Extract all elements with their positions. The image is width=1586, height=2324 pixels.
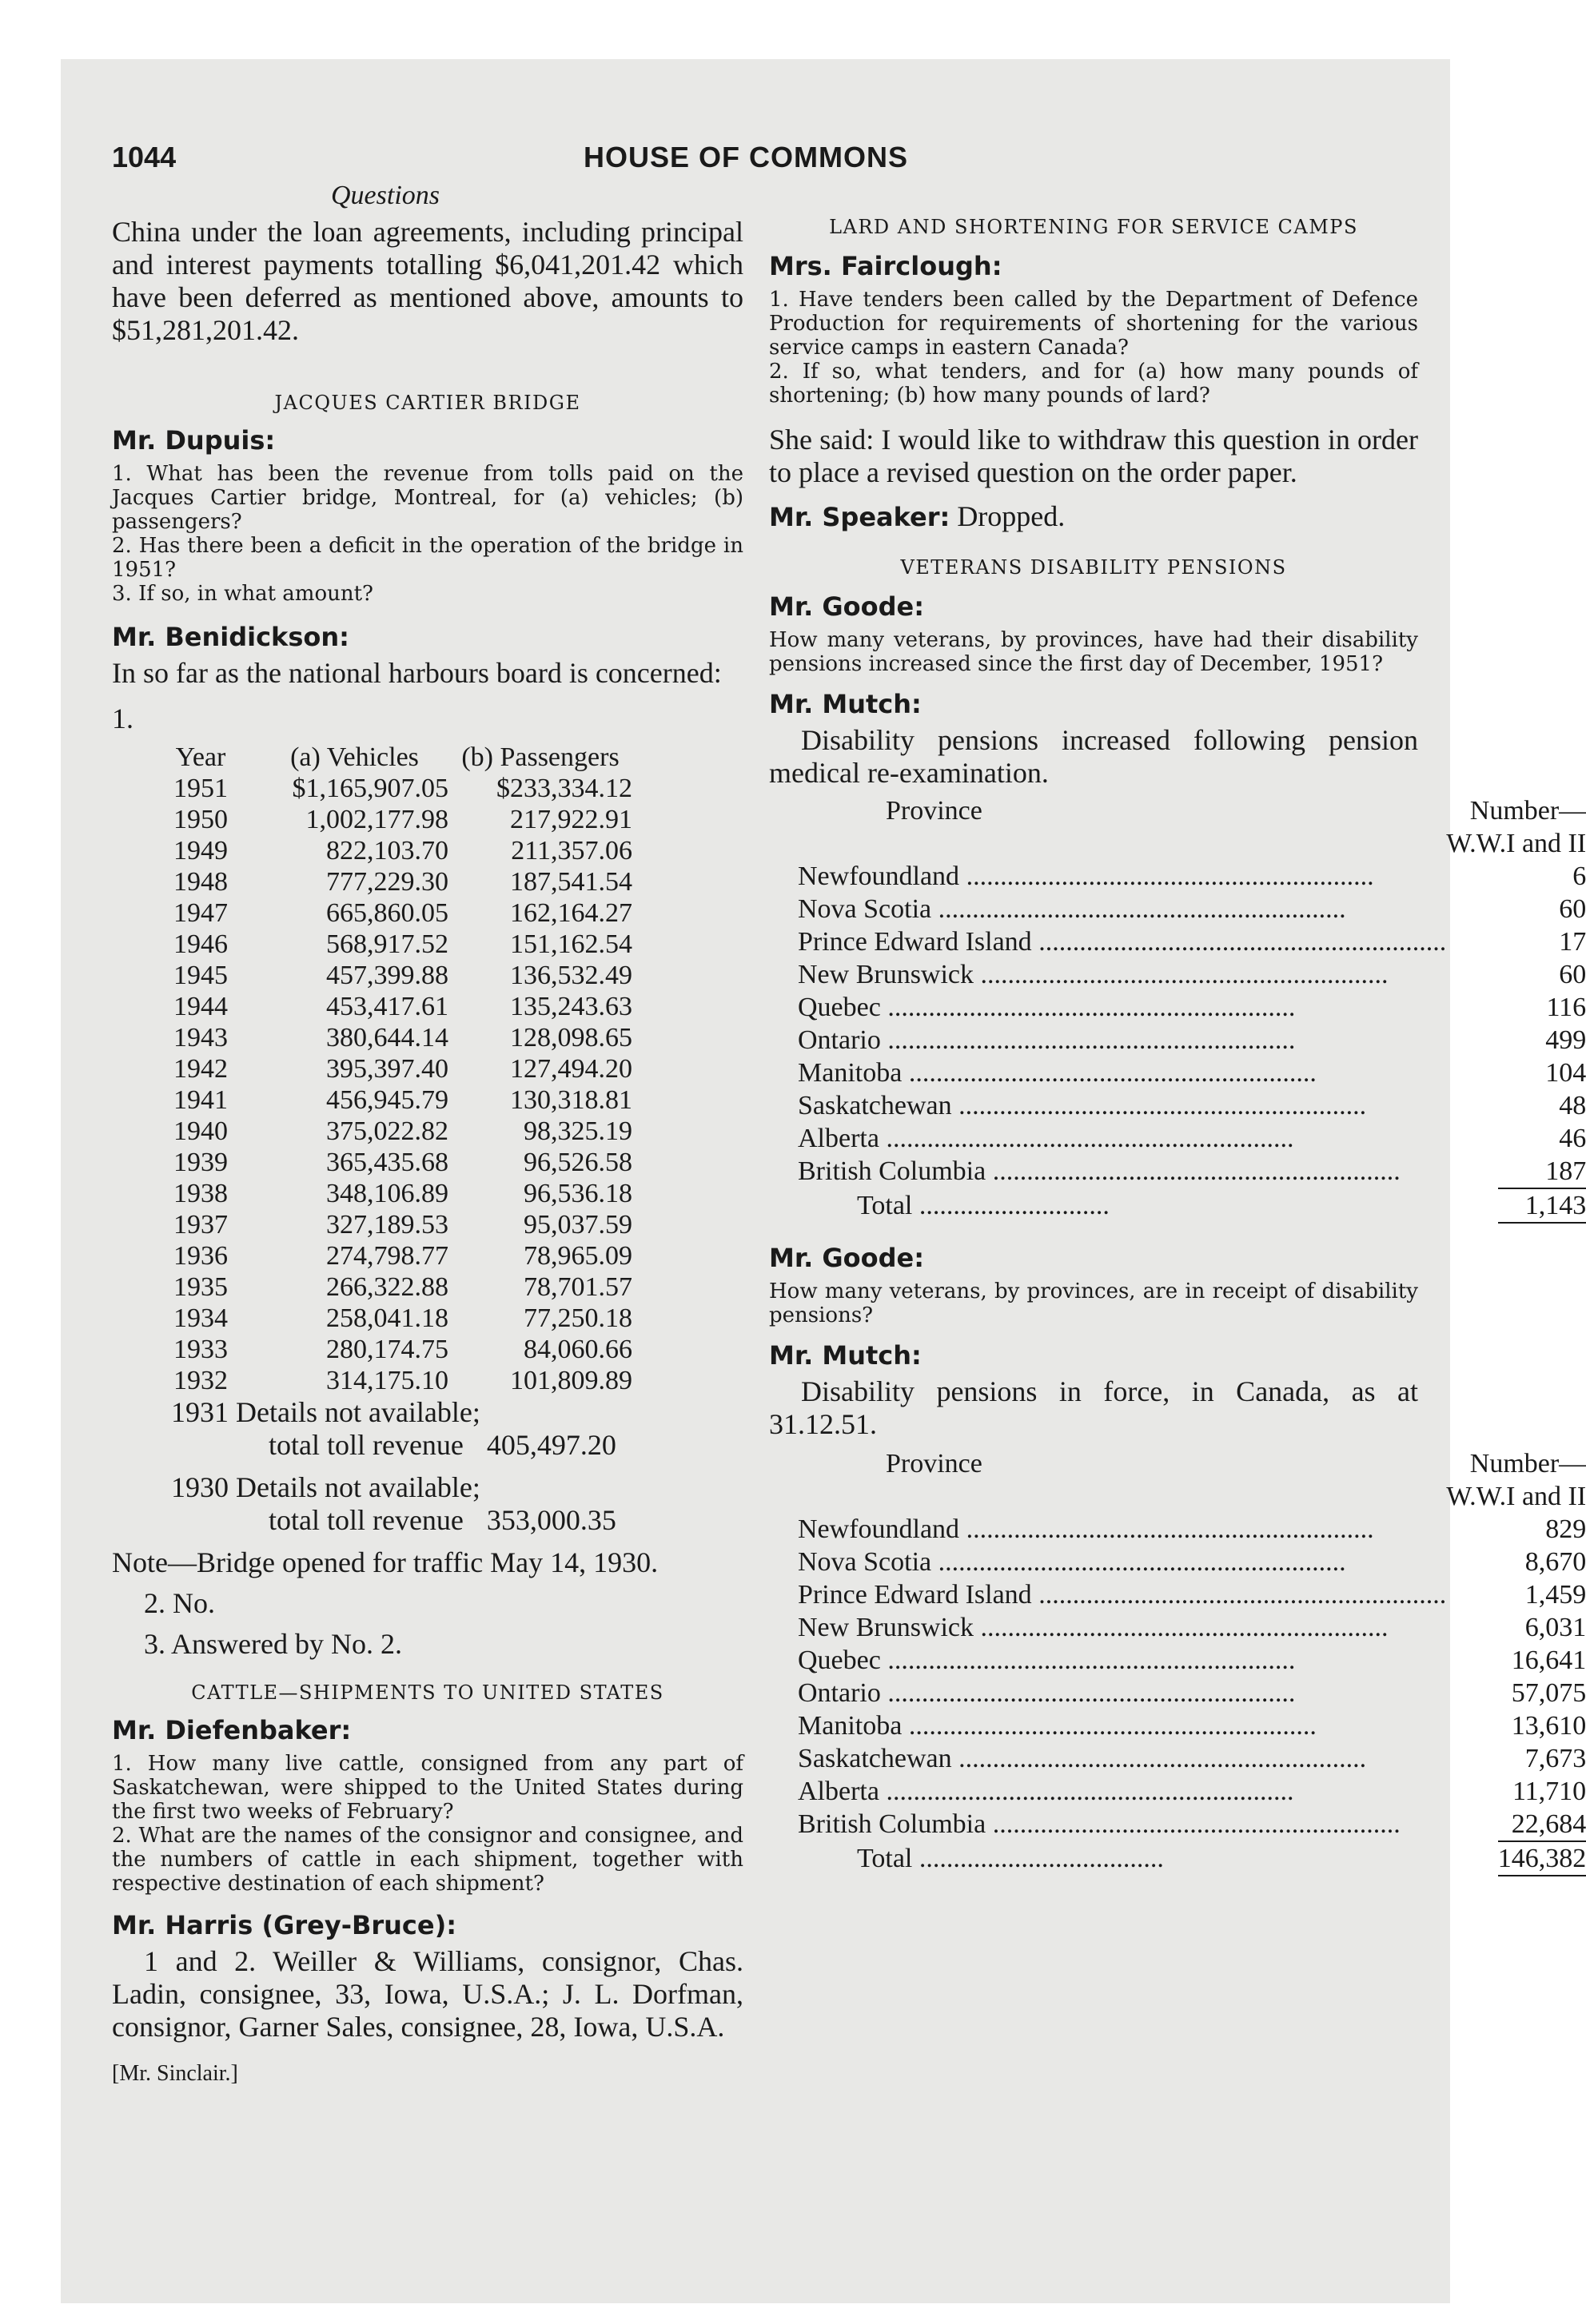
cell-vehicles: 568,917.52 <box>326 929 448 959</box>
cell-vehicles: 266,322.88 <box>326 1272 448 1302</box>
cell-number: 11,710 <box>1512 1777 1586 1806</box>
cell-vehicles: 395,397.40 <box>326 1054 448 1084</box>
answer-number: 1. <box>112 702 133 734</box>
cell-vehicles: 453,417.61 <box>326 992 448 1021</box>
cell-province: Saskatchewan <box>798 1091 952 1120</box>
cell-province: Newfoundland <box>798 1514 960 1544</box>
table-row <box>798 1709 1586 1742</box>
leader-dots: ............................................................ <box>902 1711 1317 1741</box>
leader-dots: ............................................................ <box>951 1091 1367 1120</box>
cell-passengers: 96,536.18 <box>524 1179 632 1208</box>
table-row <box>798 1775 1586 1808</box>
table-header-row <box>798 1447 1586 1480</box>
cell-number: 57,075 <box>1511 1678 1586 1708</box>
cell-year: 1935 <box>173 1272 228 1302</box>
cell-passengers: 217,922.91 <box>510 805 632 834</box>
table-row <box>141 1147 632 1178</box>
veterans-question: How many veterans, by provinces, have had their disability pensions increased since the first day of December, 1951? <box>769 628 1418 676</box>
table-row <box>798 1513 1586 1546</box>
question-1: 1. What has been the revenue from tolls paid on the Jacques Cartier bridge, Montreal, for (a) vehicles; (b) passengers? <box>112 462 743 534</box>
lard-question-2: 2. If so, what tenders, and for (a) how many pounds of shortening; (b) how many pounds of lard? <box>769 360 1418 408</box>
leader-dots: ............................................................ <box>879 1124 1294 1153</box>
cell-vehicles: 665,860.05 <box>326 898 448 928</box>
table-row <box>798 925 1586 958</box>
leader-dots: ............................................................ <box>1031 927 1447 957</box>
leader-dots: ............................................................ <box>879 1777 1294 1806</box>
speaker-fairclough: Mrs. Fairclough: <box>769 251 1002 281</box>
cell-year: 1937 <box>173 1210 228 1240</box>
table-row <box>141 1022 632 1053</box>
table-row <box>141 960 632 991</box>
page-number: 1044 <box>112 141 177 173</box>
cell-year: 1946 <box>173 929 228 959</box>
cell-province: Ontario <box>798 1678 881 1708</box>
table-row <box>141 835 632 866</box>
table-row <box>141 929 632 960</box>
total-label: Total <box>857 1191 913 1220</box>
table-header-row <box>798 794 1586 827</box>
table-row <box>141 897 632 929</box>
cell-year: 1951 <box>173 774 228 803</box>
speaker-goode: Mr. Goode: <box>769 591 924 622</box>
total-rule-bottom <box>1498 1222 1586 1224</box>
leader-dots: ............................ <box>912 1191 1110 1220</box>
cell-vehicles: 375,022.82 <box>326 1116 448 1146</box>
she-said-paragraph: She said: I would like to withdraw this question in order to place a revised question on the order paper. <box>769 424 1418 488</box>
cell-number: 116 <box>1546 993 1586 1022</box>
cell-year: 1939 <box>173 1148 228 1177</box>
leader-dots: ............................................................ <box>986 1156 1401 1186</box>
cell-province: Manitoba <box>798 1711 903 1741</box>
year-1931-line-2 <box>171 1429 743 1462</box>
year-1931-line-1: 1931 Details not available; <box>171 1396 480 1428</box>
cell-number: 1,459 <box>1524 1580 1586 1610</box>
speaker-harris: Mr. Harris (Grey-Bruce): <box>112 1910 457 1940</box>
year-1931-label: total toll revenue <box>269 1429 464 1461</box>
table-row <box>798 1742 1586 1775</box>
cell-passengers: 78,701.57 <box>524 1272 632 1302</box>
cell-year: 1950 <box>173 805 228 834</box>
column-header-passengers: (b) Passengers <box>461 742 620 772</box>
question-3: 3. If so, in what amount? <box>112 582 373 606</box>
cattle-question-2: 2. What are the names of the consignor and consignee, and the numbers of cattle in each shipment, together with respective destination of each shipment? <box>112 1824 743 1896</box>
table-row <box>141 1303 632 1334</box>
toll-revenue-rows <box>141 773 632 1396</box>
cell-year: 1942 <box>173 1054 228 1084</box>
leader-dots: .................................... <box>912 1844 1164 1873</box>
leader-dots: ............................................................ <box>880 1646 1296 1675</box>
table-row <box>798 991 1586 1024</box>
table-row <box>141 1271 632 1303</box>
table-header-row-2 <box>798 1480 1586 1513</box>
leader-dots: ............................................................ <box>951 1744 1367 1773</box>
cell-year: 1949 <box>173 836 228 866</box>
cell-passengers: 136,532.49 <box>510 961 632 990</box>
cattle-answer: 1 and 2. Weiller & Williams, consignor, Chas. Ladin, consignee, 33, Iowa, U.S.A.; J. L. Dorfman, consignor, Garner Sales, consignee, 28, Iowa, U.S.A. <box>112 1945 743 2043</box>
cell-number: 17 <box>1559 927 1586 957</box>
cell-province: Alberta <box>798 1777 879 1806</box>
section-heading-veterans: VETERANS DISABILITY PENSIONS <box>900 556 1287 579</box>
leader-dots: ............................................................ <box>986 1809 1401 1839</box>
cell-number: 187 <box>1545 1156 1586 1186</box>
pensions-increased-rows <box>798 860 1586 1188</box>
cell-passengers: 135,243.63 <box>510 992 632 1021</box>
pensions-in-force-table <box>798 1447 1586 1876</box>
receipt-question: How many veterans, by provinces, are in receipt of disability pensions? <box>769 1279 1418 1327</box>
receipt-answer: Disability pensions in force, in Canada, as at 31.12.51. <box>769 1375 1418 1440</box>
cell-vehicles: 457,399.88 <box>326 961 448 990</box>
cell-number: 46 <box>1559 1124 1586 1153</box>
cell-province: Prince Edward Island <box>798 927 1032 957</box>
table-row <box>141 1365 632 1396</box>
table-row <box>141 1178 632 1209</box>
table-row <box>798 1057 1586 1089</box>
table-header-row-2 <box>798 827 1586 860</box>
table-row <box>141 804 632 835</box>
table-header-row <box>141 742 632 773</box>
table-row <box>141 1084 632 1116</box>
total-label: Total <box>857 1844 913 1873</box>
cell-number: 22,684 <box>1511 1809 1586 1839</box>
leader-dots: ............................................................ <box>880 1025 1296 1055</box>
cell-year: 1936 <box>173 1241 228 1271</box>
toll-revenue-table <box>141 742 632 1396</box>
cell-vehicles: 348,106.89 <box>326 1179 448 1208</box>
intro-paragraph: China under the loan agreements, including principal and interest payments totalling $6,041,201.42 which have been deferred as mentioned above, amounts to $51,281,201.42. <box>112 216 743 346</box>
cell-province: Newfoundland <box>798 862 960 891</box>
page-title: HOUSE OF COMMONS <box>584 141 909 173</box>
cell-number: 60 <box>1559 894 1586 924</box>
cell-number: 6 <box>1572 862 1586 891</box>
speaker-dupuis: Mr. Dupuis: <box>112 425 276 456</box>
leader-dots: ............................................................ <box>931 1547 1346 1577</box>
table-row <box>141 1209 632 1240</box>
cell-passengers: 101,809.89 <box>510 1366 632 1395</box>
column-header-number: Number— <box>1469 796 1586 826</box>
cell-vehicles: 1,002,177.98 <box>305 805 448 834</box>
cell-number: 13,610 <box>1511 1711 1586 1741</box>
cell-number: 104 <box>1545 1058 1586 1088</box>
table-row <box>798 1089 1586 1122</box>
cell-province: Quebec <box>798 993 881 1022</box>
table-row <box>798 1611 1586 1644</box>
leader-dots: ............................................................ <box>902 1058 1317 1088</box>
cell-province: British Columbia <box>798 1809 986 1839</box>
cell-passengers: 84,060.66 <box>524 1335 632 1364</box>
column-header-number-sub: W.W.I and II <box>1446 1482 1586 1511</box>
section-heading-lard: LARD AND SHORTENING FOR SERVICE CAMPS <box>829 216 1358 238</box>
cell-passengers: $233,334.12 <box>496 774 632 803</box>
lard-question-1: 1. Have tenders been called by the Department of Defence Production for requirements of shortening for the various service camps in eastern Canada? <box>769 288 1418 360</box>
leader-dots: ............................................................ <box>959 1514 1374 1544</box>
cell-province: Saskatchewan <box>798 1744 952 1773</box>
speaker-dropped-line <box>769 500 1418 534</box>
table-row <box>141 991 632 1022</box>
cell-year: 1944 <box>173 992 228 1021</box>
table-row <box>798 1024 1586 1057</box>
cell-vehicles: 274,798.77 <box>326 1241 448 1271</box>
cell-passengers: 162,164.27 <box>510 898 632 928</box>
cell-passengers: 187,541.54 <box>510 867 632 897</box>
speaker-goode-2: Mr. Goode: <box>769 1243 924 1273</box>
cell-vehicles: 777,229.30 <box>326 867 448 897</box>
cell-passengers: 211,357.06 <box>511 836 632 866</box>
cell-province: Nova Scotia <box>798 1547 932 1577</box>
leader-dots: ............................................................ <box>959 862 1374 891</box>
cell-vehicles: 365,435.68 <box>326 1148 448 1177</box>
cell-province: Ontario <box>798 1025 881 1055</box>
cell-passengers: 151,162.54 <box>510 929 632 959</box>
table-row <box>798 1808 1586 1840</box>
table-row <box>798 958 1586 991</box>
speaker-benidickson: Mr. Benidickson: <box>112 622 349 652</box>
cell-passengers: 96,526.58 <box>524 1148 632 1177</box>
answer-2: 2. No. <box>144 1587 215 1619</box>
cell-passengers: 127,494.20 <box>510 1054 632 1084</box>
left-column <box>112 216 743 2109</box>
column-header-province: Province <box>886 796 982 826</box>
speaker-mutch: Mr. Mutch: <box>769 689 922 719</box>
leader-dots: ............................................................ <box>880 1678 1296 1708</box>
table-row <box>798 893 1586 925</box>
footer-speaker-note: [Mr. Sinclair.] <box>112 2061 238 2086</box>
cell-year: 1945 <box>173 961 228 990</box>
year-1931-value: 405,497.20 <box>486 1429 616 1461</box>
question-2: 2. Has there been a deficit in the operation of the bridge in 1951? <box>112 534 743 582</box>
table-row <box>141 1053 632 1084</box>
veterans-answer: Disability pensions increased following pension medical re-examination. <box>769 724 1418 789</box>
total-value: 146,382 <box>1497 1844 1586 1873</box>
cell-passengers: 95,037.59 <box>524 1210 632 1240</box>
cell-number: 829 <box>1545 1514 1586 1544</box>
cell-province: Alberta <box>798 1124 879 1153</box>
leader-dots: ............................................................ <box>1031 1580 1447 1610</box>
speaker-diefenbaker: Mr. Diefenbaker: <box>112 1715 352 1745</box>
cell-passengers: 78,965.09 <box>524 1241 632 1271</box>
cell-year: 1948 <box>173 867 228 897</box>
cell-passengers: 128,098.65 <box>510 1023 632 1053</box>
table-row <box>141 1116 632 1147</box>
cell-year: 1947 <box>173 898 228 928</box>
total-value: 1,143 <box>1524 1191 1586 1220</box>
cell-province: New Brunswick <box>798 1613 974 1642</box>
cell-year: 1932 <box>173 1366 228 1395</box>
total-row <box>798 1842 1586 1875</box>
leader-dots: ............................................................ <box>931 894 1346 924</box>
cell-year: 1941 <box>173 1085 228 1115</box>
section-heading-cattle: CATTLE—SHIPMENTS TO UNITED STATES <box>191 1681 664 1704</box>
cell-year: 1934 <box>173 1303 228 1333</box>
column-header-number: Number— <box>1469 1449 1586 1478</box>
answer-intro: In so far as the national harbours board is concerned: <box>112 657 722 689</box>
cell-province: Quebec <box>798 1646 881 1675</box>
speaker-mutch-2: Mr. Mutch: <box>769 1340 922 1371</box>
cell-passengers: 77,250.18 <box>524 1303 632 1333</box>
cell-year: 1938 <box>173 1179 228 1208</box>
table-row <box>798 1644 1586 1677</box>
column-header-year: Year <box>175 742 226 772</box>
table-row <box>798 1546 1586 1578</box>
table-row <box>798 860 1586 893</box>
cell-vehicles: 258,041.18 <box>326 1303 448 1333</box>
leader-dots: ............................................................ <box>880 993 1296 1022</box>
cell-vehicles: 280,174.75 <box>326 1335 448 1364</box>
bridge-note: Note—Bridge opened for traffic May 14, 1930. <box>112 1546 659 1578</box>
cell-vehicles: 380,644.14 <box>326 1023 448 1053</box>
cell-year: 1933 <box>173 1335 228 1364</box>
year-1930-value: 353,000.35 <box>486 1504 616 1536</box>
year-1931-entry <box>171 1396 743 1537</box>
pensions-in-force-rows <box>798 1513 1586 1840</box>
cell-passengers: 130,318.81 <box>510 1085 632 1115</box>
cell-province: Prince Edward Island <box>798 1580 1032 1610</box>
table-row <box>141 773 632 804</box>
speaker-speaker: Mr. Speaker: <box>769 502 950 532</box>
cell-vehicles: 456,945.79 <box>326 1085 448 1115</box>
section-heading-jacques-cartier: JACQUES CARTIER BRIDGE <box>274 392 581 414</box>
cell-province: New Brunswick <box>798 960 974 989</box>
dropped-text: Dropped. <box>957 500 1066 532</box>
column-header-number-sub: W.W.I and II <box>1446 829 1586 858</box>
cell-province: British Columbia <box>798 1156 986 1186</box>
page-subtitle: Questions <box>331 181 440 210</box>
table-row <box>798 1155 1586 1188</box>
total-row <box>798 1189 1586 1222</box>
table-row <box>798 1677 1586 1709</box>
cell-number: 48 <box>1559 1091 1586 1120</box>
cell-number: 499 <box>1545 1025 1586 1055</box>
cell-province: Nova Scotia <box>798 894 932 924</box>
table-row <box>798 1578 1586 1611</box>
cell-vehicles: 327,189.53 <box>326 1210 448 1240</box>
cell-number: 7,673 <box>1524 1744 1586 1773</box>
cell-number: 60 <box>1559 960 1586 989</box>
cell-number: 16,641 <box>1511 1646 1586 1675</box>
answer-3: 3. Answered by No. 2. <box>144 1628 402 1660</box>
leader-dots: ............................................................ <box>974 1613 1389 1642</box>
leader-dots: ............................................................ <box>974 960 1389 989</box>
table-row <box>798 1122 1586 1155</box>
cell-vehicles: 822,103.70 <box>326 836 448 866</box>
cell-year: 1940 <box>173 1116 228 1146</box>
table-row <box>141 1334 632 1365</box>
cell-vehicles: $1,165,907.05 <box>292 774 448 803</box>
right-column <box>769 216 1586 1876</box>
year-1930-label: total toll revenue <box>269 1504 464 1536</box>
table-row <box>141 1240 632 1271</box>
year-1930-line-1: 1930 Details not available; <box>171 1471 480 1503</box>
cell-province: Manitoba <box>798 1058 903 1088</box>
cell-year: 1943 <box>173 1023 228 1053</box>
year-1930-line-2 <box>171 1504 743 1537</box>
cattle-question-1: 1. How many live cattle, consigned from any part of Saskatchewan, were shipped to the United States during the first two weeks of February? <box>112 1752 743 1824</box>
cell-vehicles: 314,175.10 <box>326 1366 448 1395</box>
total-rule-bottom <box>1498 1875 1586 1876</box>
cell-number: 8,670 <box>1524 1547 1586 1577</box>
column-header-province: Province <box>886 1449 982 1478</box>
column-header-vehicles: (a) Vehicles <box>290 742 419 772</box>
cell-number: 6,031 <box>1524 1613 1586 1642</box>
table-row <box>141 866 632 897</box>
pensions-increased-table <box>798 794 1586 1224</box>
cell-passengers: 98,325.19 <box>524 1116 632 1146</box>
